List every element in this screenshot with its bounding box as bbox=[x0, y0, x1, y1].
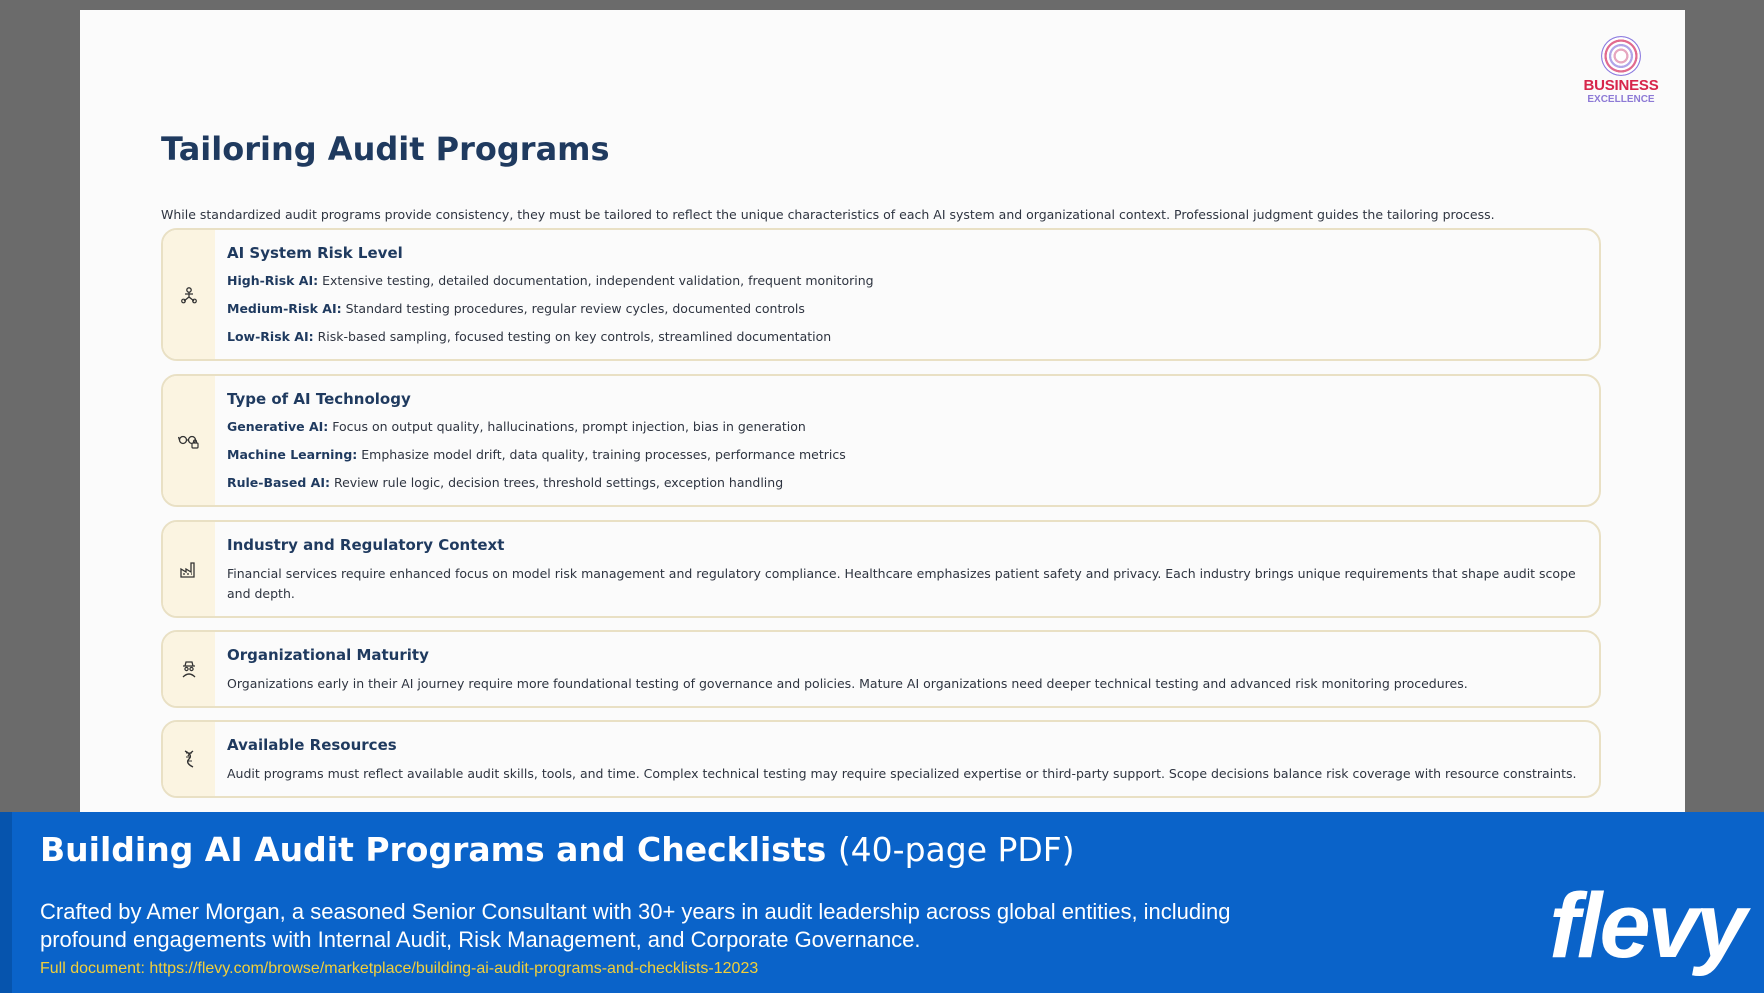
glasses-lock-icon bbox=[178, 431, 200, 451]
list-item: Low-Risk AI: Risk-based sampling, focused testing on key controls, streamlined documentation bbox=[227, 329, 832, 344]
card-title: Type of AI Technology bbox=[227, 390, 411, 408]
banner-title: Building AI Audit Programs and Checklists (40-page PDF) bbox=[40, 830, 1075, 869]
intro-text: While standardized audit programs provide consistency, they must be tailored to reflect the unique characteristics of each AI system and organizational context. Professional judgment guides the tailoring process. bbox=[161, 207, 1495, 222]
slide bbox=[80, 10, 1685, 812]
card-ai-system-risk-level bbox=[161, 228, 1601, 361]
flevy-logo: flevy bbox=[1549, 875, 1744, 977]
list-item: Generative AI: Focus on output quality, hallucinations, prompt injection, bias in generation bbox=[227, 419, 806, 434]
factory-icon bbox=[179, 559, 199, 579]
card-icon-panel bbox=[163, 376, 215, 505]
card-title: Available Resources bbox=[227, 736, 397, 754]
business-excellence-logo bbox=[1583, 36, 1659, 105]
dna-icon bbox=[181, 749, 197, 769]
page-title: Tailoring Audit Programs bbox=[161, 130, 610, 168]
card-organizational-maturity bbox=[161, 630, 1601, 708]
list-item: High-Risk AI: Extensive testing, detailed documentation, independent validation, frequent monitoring bbox=[227, 273, 874, 288]
full-document-link[interactable]: Full document: https://flevy.com/browse/marketplace/building-ai-audit-programs-and-checklists-12023 bbox=[40, 960, 759, 977]
person-detective-icon bbox=[179, 659, 199, 679]
card-icon-panel bbox=[163, 722, 215, 796]
logo-line-2: EXCELLENCE bbox=[1587, 94, 1655, 105]
banner-title-suffix: (40-page PDF) bbox=[837, 830, 1075, 869]
banner-description: Crafted by Amer Morgan, a seasoned Senior Consultant with 30+ years in audit leadership across global entities, including profound engagements with Internal Audit, Risk Management, and Corporate Governance. bbox=[40, 899, 1231, 952]
card-icon-panel bbox=[163, 632, 215, 706]
card-title: Industry and Regulatory Context bbox=[227, 536, 505, 554]
card-description: Financial services require enhanced focus on model risk management and regulatory compliance. Healthcare emphasizes patient safety and privacy. Each industry brings unique requirements that shape audit scope and depth. bbox=[227, 566, 1576, 601]
card-title: Organizational Maturity bbox=[227, 646, 429, 664]
fingerprint-logo-mark bbox=[1601, 36, 1641, 76]
card-icon-panel bbox=[163, 230, 215, 359]
card-type-of-ai-technology bbox=[161, 374, 1601, 507]
card-industry-regulatory-context bbox=[161, 520, 1601, 618]
card-icon-panel bbox=[163, 522, 215, 616]
logo-line-1: BUSINESS bbox=[1583, 77, 1659, 94]
list-item: Machine Learning: Emphasize model drift, data quality, training processes, performance metrics bbox=[227, 447, 846, 462]
card-description: Organizations early in their AI journey require more foundational testing of governance and policies. Mature AI organizations need deeper technical testing and advanced risk monitoring procedures. bbox=[227, 676, 1468, 691]
list-item: Medium-Risk AI: Standard testing procedures, regular review cycles, documented controls bbox=[227, 301, 805, 316]
people-network-icon bbox=[179, 285, 199, 305]
card-title: AI System Risk Level bbox=[227, 244, 403, 262]
banner-edge bbox=[0, 812, 12, 993]
card-description: Audit programs must reflect available audit skills, tools, and time. Complex technical testing may require specialized expertise or third-party support. Scope decisions balance risk coverage with resource constraints. bbox=[227, 766, 1577, 781]
list-item: Rule-Based AI: Review rule logic, decision trees, threshold settings, exception handling bbox=[227, 475, 784, 490]
card-available-resources bbox=[161, 720, 1601, 798]
